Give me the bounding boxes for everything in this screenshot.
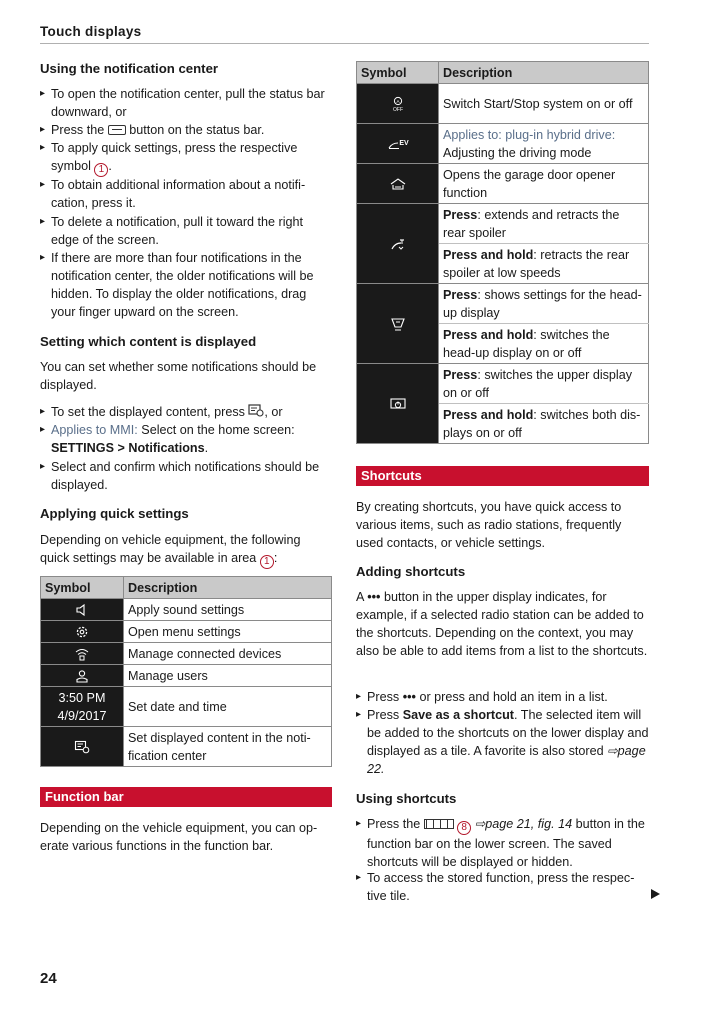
- start-stop-icon: [357, 84, 439, 124]
- speaker-icon: [41, 599, 124, 621]
- table-row: [41, 621, 332, 643]
- table-row: [357, 284, 649, 324]
- table-row: [357, 124, 649, 164]
- notification-settings-icon: [41, 727, 124, 767]
- adding-shortcuts-text: [356, 588, 649, 660]
- notifications-label: Notifications: [128, 441, 205, 455]
- table-row: [357, 364, 649, 404]
- heading-adding-shortcuts: Adding shortcuts: [356, 564, 466, 579]
- table-row: [357, 204, 649, 244]
- row-description: [439, 244, 649, 284]
- heading-using-shortcuts: Using shortcuts: [356, 791, 457, 806]
- callout-number: 8: [457, 821, 471, 835]
- bullet-text-end: .: [108, 159, 112, 173]
- row-description: Manage connected devices: [124, 643, 332, 665]
- page-number: 24: [40, 970, 57, 987]
- bullet-save-shortcut: [356, 706, 649, 778]
- bullet-more-than-four: [40, 249, 332, 321]
- quick-settings-intro: [40, 531, 332, 569]
- row-description: [439, 124, 649, 164]
- bullet-text: Press the: [367, 817, 421, 831]
- row-description: [439, 324, 649, 364]
- bullet-text: button on the status bar.: [129, 123, 265, 137]
- adding-text: A: [356, 590, 364, 604]
- display-off-icon: [357, 364, 439, 444]
- bullet-press-shortcut-button: [356, 815, 649, 871]
- row-description: Set displayed content in the noti-fication center: [124, 727, 332, 767]
- hold-label: Press and hold: [443, 327, 534, 342]
- row-description: Apply sound settings: [124, 599, 332, 621]
- heading-notification-center: Using the notification center: [40, 61, 219, 76]
- svg-text:OFF: OFF: [392, 106, 403, 113]
- row-description: [439, 284, 649, 324]
- notification-button-icon: [108, 125, 126, 135]
- bullet-text: Select and confirm which notifications should be displayed.: [51, 460, 320, 492]
- bullet-text: . The selected item will be added to the shortcuts on the lower display and displayed as a tile. A favorite is also stored: [367, 708, 649, 758]
- bullet-text: Press: [367, 708, 400, 722]
- row-description: [439, 364, 649, 404]
- row-description: Switch Start/Stop system on or off: [439, 84, 649, 124]
- press-text: : switches the upper display on or off: [443, 367, 633, 400]
- bullet-press-dots: [356, 688, 649, 706]
- running-header: Touch displays: [40, 24, 142, 39]
- bullet-text: Press the: [51, 123, 105, 137]
- column-header-symbol: Symbol: [41, 577, 124, 599]
- gear-icon: [41, 621, 124, 643]
- garage-door-icon: [357, 164, 439, 204]
- section-bar-shortcuts: Shortcuts: [356, 466, 649, 486]
- callout-number: 1: [260, 555, 274, 569]
- press-label: Press: [443, 207, 478, 222]
- shortcuts-button-icon: [424, 819, 454, 829]
- section-bar-function-bar: Function bar: [40, 787, 332, 807]
- bullet-text: If there are more than four notifications in the notification center, the older notifications will be hidden. To display the older notifications, drag your finger upward on the screen.: [51, 251, 314, 319]
- bullet-text: To access the stored function, press the respec-tive tile.: [367, 871, 635, 903]
- table-row: [41, 643, 332, 665]
- intro-text-end: :: [273, 551, 278, 565]
- bullet-text-end: .: [204, 441, 209, 455]
- user-icon: [41, 665, 124, 687]
- bullet-text: To open the notification center, pull the status bar downward, or: [51, 87, 325, 119]
- continue-arrow-icon: [651, 889, 660, 899]
- head-up-display-icon: [357, 284, 439, 364]
- shortcuts-intro: By creating shortcuts, you have quick access to various items, such as radio stations, frequently used contacts, or vehicle settings.: [356, 500, 622, 550]
- path-separator: >: [117, 441, 125, 455]
- bullet-text: Select on the home screen:: [141, 423, 295, 437]
- table-row: [41, 687, 332, 727]
- bullet-text: To set the displayed content, press: [51, 405, 245, 419]
- bullet-set-content: [40, 403, 332, 421]
- bullet-text: To delete a notification, pull it toward the right edge of the screen.: [51, 215, 304, 247]
- bullet-text: or press and hold an item in a list.: [419, 690, 608, 704]
- bullet-select-confirm: [40, 458, 332, 494]
- settings-label: SETTINGS: [51, 441, 114, 455]
- row-description: [439, 204, 649, 244]
- intro-text: Depending on vehicle equipment, the following quick settings may be available in area: [40, 533, 301, 565]
- clock-date: 4/9/2017: [57, 708, 107, 723]
- applies-to-mmi: Applies to MMI:: [51, 423, 138, 437]
- notification-settings-icon: [248, 403, 264, 421]
- heading-quick-settings: Applying quick settings: [40, 506, 189, 521]
- bullet-access-stored: [356, 869, 649, 905]
- page-reference-link[interactable]: ⇨page 22.: [367, 744, 646, 776]
- bullet-open-notification-center: [40, 85, 332, 121]
- bullet-additional-info: [40, 176, 332, 212]
- more-dots-icon: •••: [402, 690, 416, 704]
- rear-spoiler-icon: [357, 204, 439, 284]
- bullet-applies-mmi: [40, 421, 332, 457]
- applies-to-hybrid: Applies to: plug-in hybrid drive:: [443, 127, 616, 142]
- column-header-description: Description: [439, 62, 649, 84]
- adding-text: button in the upper display indicates, for example, if a selected radio station can be added to the shortcuts. Depending on the context, you may also be able to add items from a list to the shortcuts.: [356, 590, 648, 658]
- row-description: Set date and time: [124, 687, 332, 727]
- press-text: : extends and retracts the rear spoiler: [443, 207, 620, 240]
- press-text: : shows settings for the head-up display: [443, 287, 642, 320]
- bullet-quick-settings: [40, 139, 332, 177]
- table-row: [357, 84, 649, 124]
- ev-mode-icon: [357, 124, 439, 164]
- column-header-symbol: Symbol: [357, 62, 439, 84]
- bullet-text: To obtain additional information about a notifi-cation, press it.: [51, 178, 306, 210]
- function-bar-table: [356, 61, 649, 444]
- column-header-description: Description: [124, 577, 332, 599]
- table-row: [41, 665, 332, 687]
- bullet-delete-notification: [40, 213, 332, 249]
- quick-settings-table: [40, 576, 332, 767]
- bullet-press-button: [40, 121, 332, 139]
- hold-text: : switches the head-up display on or off: [443, 327, 610, 360]
- row-description-text: Adjusting the driving mode: [443, 145, 592, 160]
- hold-label: Press and hold: [443, 407, 534, 422]
- table-row: [41, 727, 332, 767]
- hold-text: : switches both dis-plays on or off: [443, 407, 641, 440]
- bullet-text-end: , or: [264, 405, 283, 419]
- hold-label: Press and hold: [443, 247, 534, 262]
- svg-text:EV: EV: [398, 139, 409, 147]
- heading-content-displayed: Setting which content is displayed: [40, 334, 257, 349]
- table-row: [41, 599, 332, 621]
- svg-text:A: A: [395, 98, 400, 104]
- row-description: Manage users: [124, 665, 332, 687]
- row-description: [439, 404, 649, 444]
- more-dots-icon: •••: [367, 590, 381, 604]
- callout-number: 1: [94, 163, 108, 177]
- bullet-text: Press: [367, 690, 400, 704]
- bullet-text: To apply quick settings, press the respective symbol: [51, 141, 298, 173]
- row-description: Opens the garage door opener function: [439, 164, 649, 204]
- function-bar-text: Depending on the vehicle equipment, you can op-erate various functions in the function bar.: [40, 821, 318, 853]
- table-row: [357, 164, 649, 204]
- hold-text: : retracts the rear spoiler at low speeds: [443, 247, 630, 280]
- header-divider: [40, 43, 649, 44]
- figure-reference-link[interactable]: ⇨page 21, fig. 14: [474, 817, 573, 831]
- save-as-shortcut-label: Save as a shortcut: [402, 708, 514, 722]
- press-label: Press: [443, 367, 478, 382]
- content-displayed-intro: You can set whether some notifications should be displayed.: [40, 360, 317, 392]
- clock-text: [41, 687, 124, 727]
- row-description: Open menu settings: [124, 621, 332, 643]
- wireless-devices-icon: [41, 643, 124, 665]
- clock-time: 3:50 PM: [58, 690, 106, 705]
- press-label: Press: [443, 287, 478, 302]
- bullet-text: button in the function bar on the lower screen. The saved shortcuts will be displayed or hidden.: [367, 817, 645, 869]
